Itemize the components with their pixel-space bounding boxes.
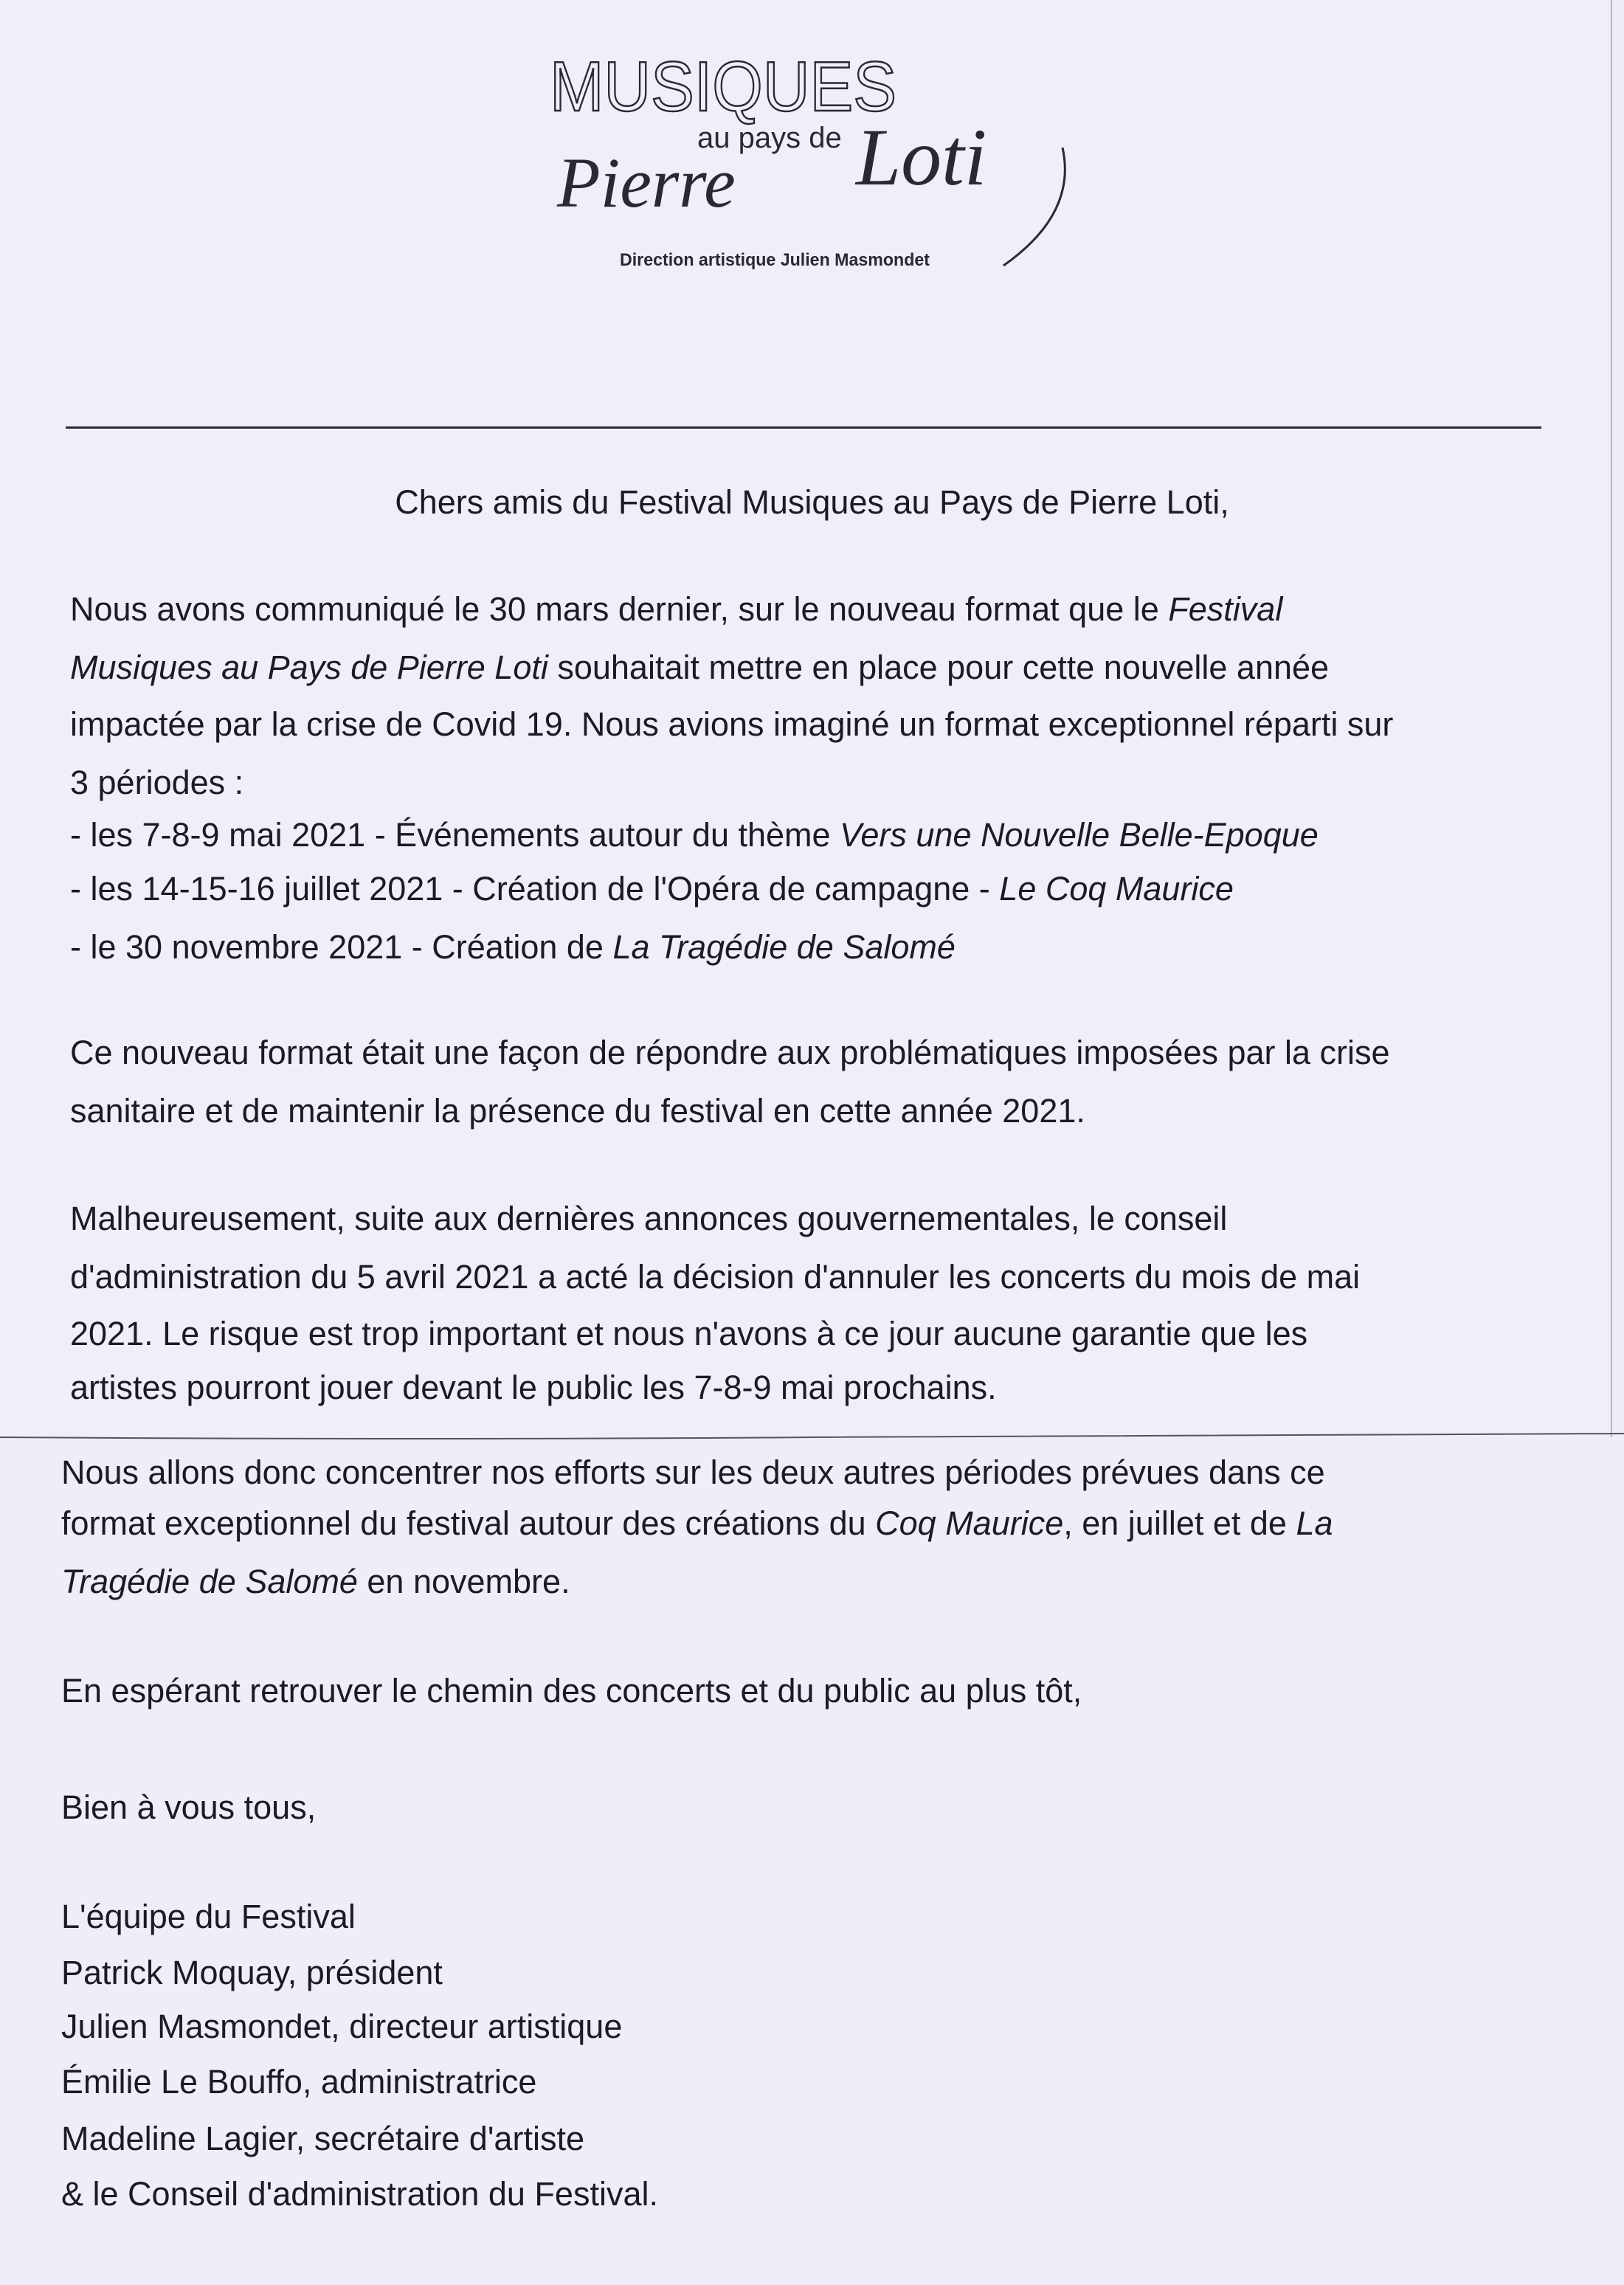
text-segment: Malheureusement, suite aux dernières annonces gouvernementales, le conseil xyxy=(70,1200,1228,1237)
letter-line xyxy=(61,1452,1325,1493)
text-segment: L'équipe du Festival xyxy=(61,1898,356,1935)
letter-line xyxy=(70,1198,1227,1240)
letter-line xyxy=(70,1313,1307,1355)
logo-direction: Direction artistique Julien Masmondet xyxy=(620,250,930,270)
letter-line xyxy=(61,2006,622,2047)
text-segment: Madeline Lagier, secrétaire d'artiste xyxy=(61,2120,584,2157)
festival-logo xyxy=(546,37,1107,280)
letter-line xyxy=(61,1670,1082,1712)
text-segment: sanitaire et de maintenir la présence du festival en cette année 2021. xyxy=(70,1092,1085,1130)
italic-title-text: Festival xyxy=(1168,590,1283,628)
text-segment: 3 périodes : xyxy=(70,764,244,801)
italic-title-text: Tragédie de Salomé xyxy=(61,1563,358,1600)
logo-signature-last: Loti xyxy=(856,112,987,202)
text-segment: - les 7-8-9 mai 2021 - Événements autour du thème xyxy=(70,816,840,854)
text-segment: Nous avons communiqué le 30 mars dernier, sur le nouveau format que le xyxy=(70,590,1169,628)
text-segment: artistes pourront jouer devant le public les 7-8-9 mai prochains. xyxy=(70,1369,997,1406)
logo-title: MUSIQUES xyxy=(550,47,896,126)
letter-line xyxy=(70,927,956,968)
salutation: Chers amis du Festival Musiques au Pays de Pierre Loti, xyxy=(395,483,1229,521)
letter-line xyxy=(61,1561,570,1603)
italic-title-text: Coq Maurice xyxy=(875,1504,1064,1542)
header-divider xyxy=(66,426,1541,429)
letter-line xyxy=(70,868,1234,910)
text-segment: & le Conseil d'administration du Festival. xyxy=(61,2175,658,2213)
text-segment: souhaitait mettre en place pour cette nouvelle année xyxy=(547,649,1330,686)
text-segment: impactée par la crise de Covid 19. Nous avions imaginé un format exceptionnel réparti sur xyxy=(70,705,1394,743)
letter-line xyxy=(61,1896,356,1937)
logo-subtitle: au pays de xyxy=(697,122,842,154)
letter-line xyxy=(61,1503,1333,1544)
text-segment: , en juillet et de xyxy=(1063,1504,1296,1542)
letter-line xyxy=(70,589,1282,630)
italic-title-text: Vers une Nouvelle Belle-Epoque xyxy=(840,816,1319,854)
text-segment: 2021. Le risque est trop important et nous n'avons à ce jour aucune garantie que les xyxy=(70,1315,1308,1352)
letter-line xyxy=(70,815,1319,856)
text-segment: Nous allons donc concentrer nos efforts sur les deux autres périodes prévues dans ce xyxy=(61,1453,1325,1491)
letter-line xyxy=(61,2061,536,2103)
paper-seam xyxy=(0,1431,1624,1442)
letter-line xyxy=(70,704,1393,745)
letter-line xyxy=(70,762,243,803)
text-segment: Patrick Moquay, président xyxy=(61,1954,443,1991)
italic-title-text: Le Coq Maurice xyxy=(999,870,1234,908)
letter-line xyxy=(70,1256,1360,1298)
letter-line xyxy=(70,1032,1390,1074)
text-segment: - les 14-15-16 juillet 2021 - Création de l'Opéra de campagne - xyxy=(70,870,1000,908)
text-segment: Émilie Le Bouffo, administratrice xyxy=(61,2063,537,2101)
italic-title-text: La xyxy=(1296,1504,1333,1542)
text-segment: - le 30 novembre 2021 - Création de xyxy=(70,928,613,966)
italic-title-text: Musiques au Pays de Pierre Loti xyxy=(70,649,548,686)
text-segment: format exceptionnel du festival autour des créations du xyxy=(61,1504,876,1542)
text-segment: en novembre. xyxy=(357,1563,570,1600)
letter-line xyxy=(61,2118,584,2160)
logo-signature-first: Pierre xyxy=(557,143,736,222)
text-segment: d'administration du 5 avril 2021 a acté la décision d'annuler les concerts du mois de mai xyxy=(70,1258,1361,1296)
letter-line xyxy=(70,1090,1085,1132)
text-segment: Bien à vous tous, xyxy=(61,1788,317,1826)
letter-line xyxy=(70,1367,997,1408)
text-segment: En espérant retrouver le chemin des concerts et du public au plus tôt, xyxy=(61,1672,1082,1710)
letter-line xyxy=(70,647,1329,688)
text-segment: Julien Masmondet, directeur artistique xyxy=(61,2008,623,2045)
text-segment: Ce nouveau format était une façon de répondre aux problématiques imposées par la crise xyxy=(70,1034,1390,1071)
letter-line xyxy=(61,1787,316,1828)
letter-line xyxy=(61,1952,443,1994)
italic-title-text: La Tragédie de Salomé xyxy=(612,928,956,966)
letter-line xyxy=(61,2174,658,2215)
